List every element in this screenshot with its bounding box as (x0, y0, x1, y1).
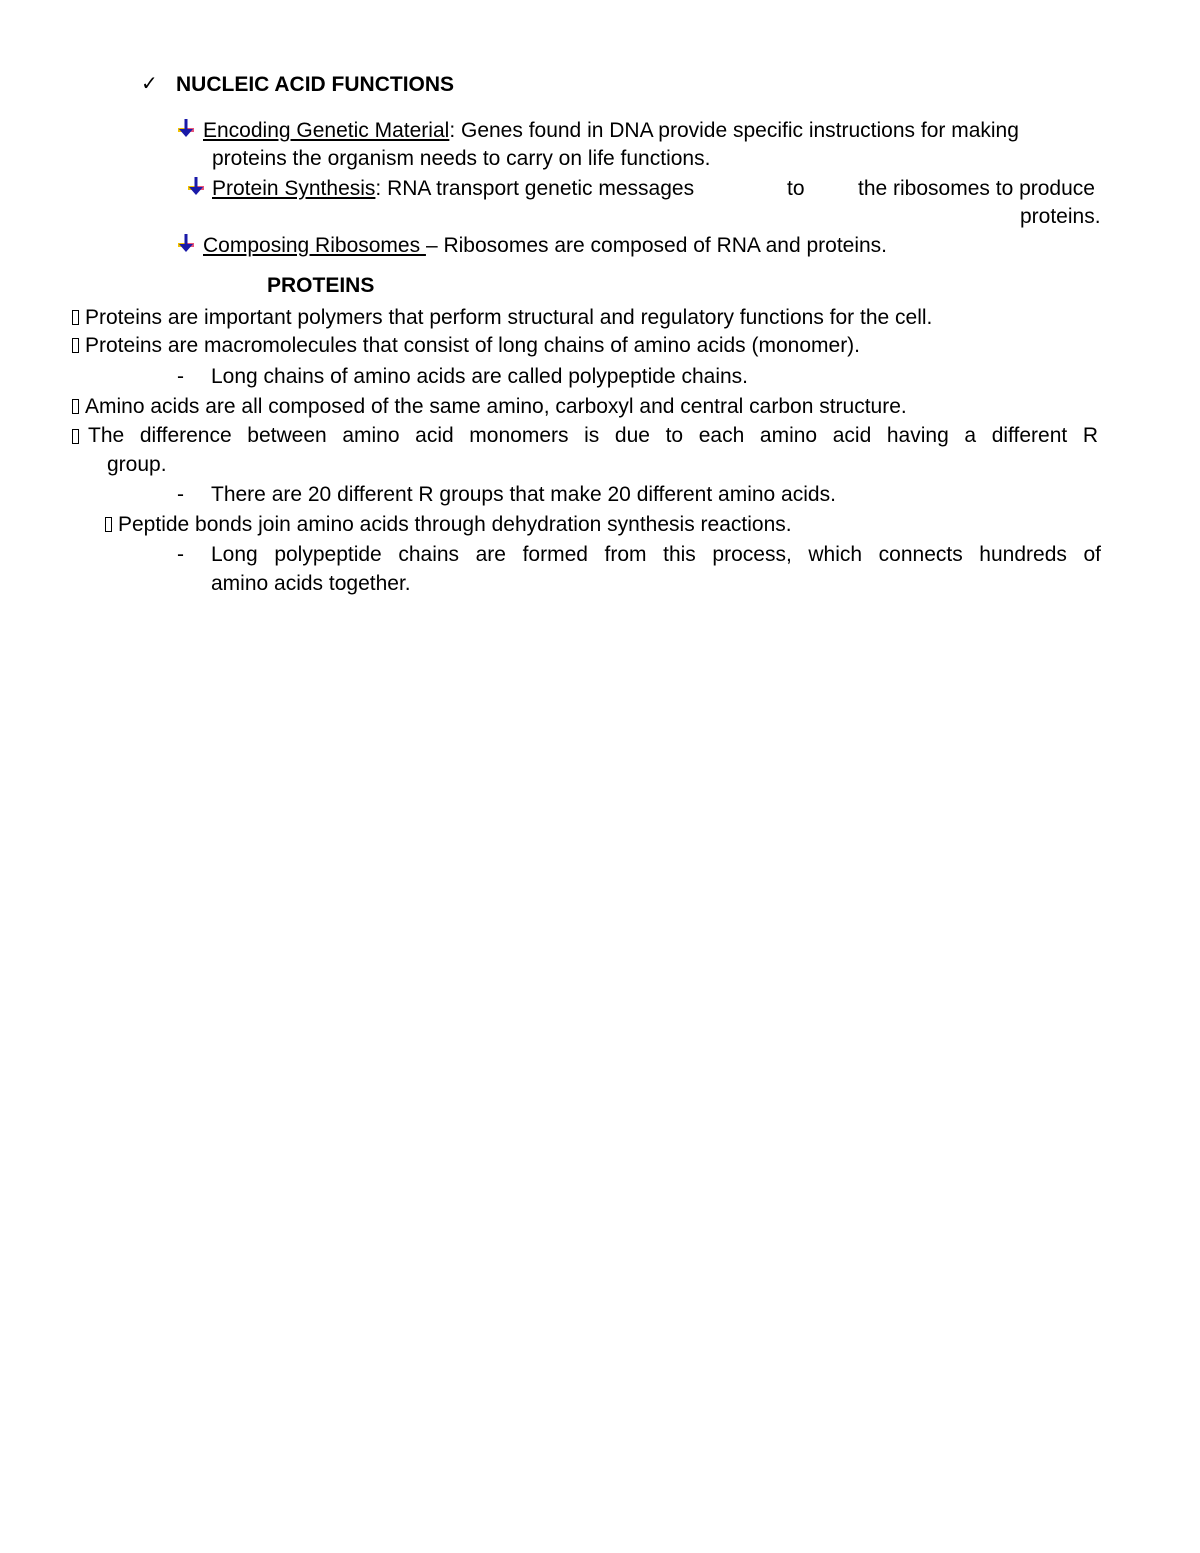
box-bullet-icon (72, 429, 79, 444)
proteins-bullet-5 (105, 512, 792, 538)
proteins-bullet-4-line1: The difference between amino acid monomers is due to each amino acid having a different R (88, 424, 1098, 447)
nucleic-item-1-line2: proteins the organism needs to carry on life functions. (212, 147, 711, 170)
proteins-bullet-3 (72, 394, 907, 420)
proteins-bullet-5-sub-line2: amino acids together. (211, 572, 411, 595)
nucleic-item-3-text: – Ribosomes are composed of RNA and proteins. (425, 234, 888, 257)
nucleic-item-2-term: Protein Synthesis (212, 177, 376, 200)
dash-bullet: - (177, 365, 184, 388)
nucleic-item-1-term: Encoding Genetic Material (203, 119, 450, 142)
proteins-bullet-4-line2: group. (107, 453, 167, 476)
down-arrow-bullet-icon (176, 118, 196, 138)
box-bullet-icon (72, 338, 79, 353)
proteins-bullet-3-text: Amino acids are all composed of the same amino, carboxyl and central carbon structure. (85, 395, 907, 418)
nucleic-item-1-text: : Genes found in DNA provide specific instructions for making (449, 119, 1019, 142)
nucleic-item-2-line2: proteins. (1020, 205, 1101, 228)
proteins-bullet-1-text: Proteins are important polymers that perform structural and regulatory functions for the cell. (85, 306, 933, 329)
nucleic-item-2-text-c: the ribosomes to produce (858, 177, 1095, 200)
proteins-bullet-2-text: Proteins are macromolecules that consist of long chains of amino acids (monomer). (85, 334, 861, 357)
nucleic-item-2 (212, 176, 694, 202)
nucleic-item-2-text-b: to (787, 177, 805, 200)
proteins-bullet-4-sub: There are 20 different R groups that make 20 different amino acids. (211, 483, 836, 506)
nucleic-item-2-text-a: : RNA transport genetic messages (375, 177, 695, 200)
nucleic-item-1 (203, 118, 1019, 144)
dash-bullet: - (177, 543, 184, 566)
proteins-bullet-1 (72, 305, 932, 331)
nucleic-item-3-term: Composing Ribosomes (203, 234, 426, 257)
proteins-heading: PROTEINS (267, 274, 375, 297)
proteins-bullet-2 (72, 333, 860, 359)
box-bullet-icon (72, 310, 79, 325)
dash-bullet: - (177, 483, 184, 506)
checkmark-icon: ✓ (141, 73, 158, 95)
box-bullet-icon (105, 517, 112, 532)
nucleic-heading: NUCLEIC ACID FUNCTIONS (176, 73, 455, 96)
proteins-bullet-2-sub: Long chains of amino acids are called polypeptide chains. (211, 365, 749, 388)
box-bullet-icon (72, 399, 79, 414)
proteins-bullet-5-text: Peptide bonds join amino acids through dehydration synthesis reactions. (118, 513, 792, 536)
nucleic-item-3 (203, 233, 887, 259)
down-arrow-bullet-icon (176, 233, 196, 253)
proteins-bullet-5-sub-line1: Long polypeptide chains are formed from this process, which connects hundreds of (211, 543, 1101, 566)
down-arrow-bullet-icon (186, 176, 206, 196)
